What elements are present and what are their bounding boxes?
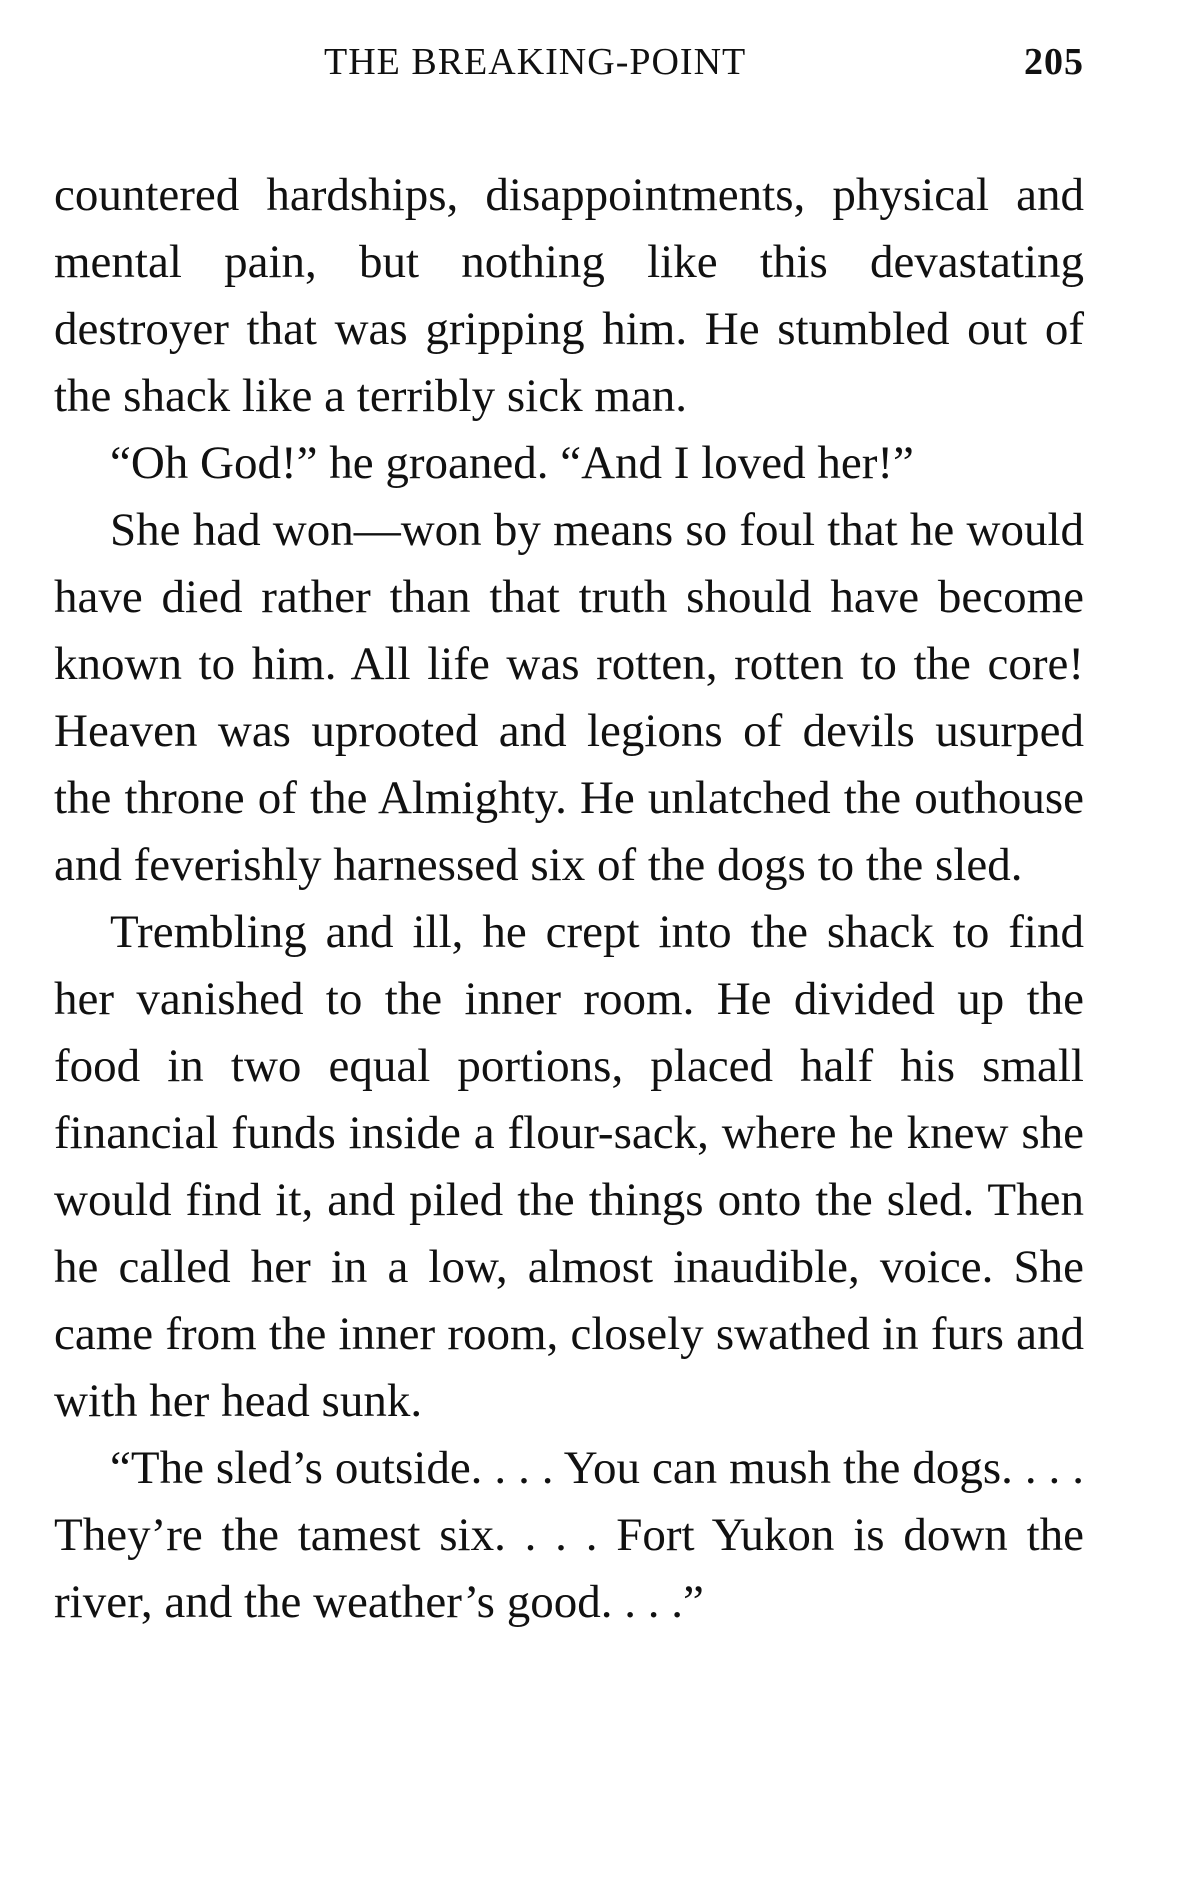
paragraph-continued: countered hardships, disappointments, physical and mental pain, but nothing like this devastating destroyer that was gripping him. He stumbled out of the shack like a terribly sick man.: [54, 169, 1084, 422]
book-page: [54, 40, 1084, 1636]
body-text: [54, 162, 1084, 1636]
page-number: 205: [1024, 41, 1084, 83]
page-header: [54, 40, 1084, 100]
paragraph-dialogue: “The sled’s outside. . . . You can mush the dogs. . . . They’re the tamest six. . . . Fort Yukon is down the river, and the weather’s good. . . .”: [54, 1442, 1084, 1628]
paragraph-dialogue: “Oh God!” he groaned. “And I loved her!”: [110, 437, 914, 489]
paragraph: Trembling and ill, he crept into the shack to find her vanished to the inner room. He divided up the food in two equal portions, placed half his small financial funds inside a flour-sack, where he knew she would find it, and piled the things onto the sled. Then he called her in a low, almost inaudible, voice. She came from the inner room, closely swathed in furs and with her head sunk.: [54, 906, 1084, 1427]
paragraph: She had won—won by means so foul that he would have died rather than that truth should have become known to him. All life was rotten, rotten to the core! Heaven was uprooted and legions of devils usurped the throne of the Almighty. He unlatched the outhouse and feverishly harnessed six of the dogs to the sled.: [54, 504, 1084, 891]
running-head: THE BREAKING-POINT: [324, 41, 747, 83]
